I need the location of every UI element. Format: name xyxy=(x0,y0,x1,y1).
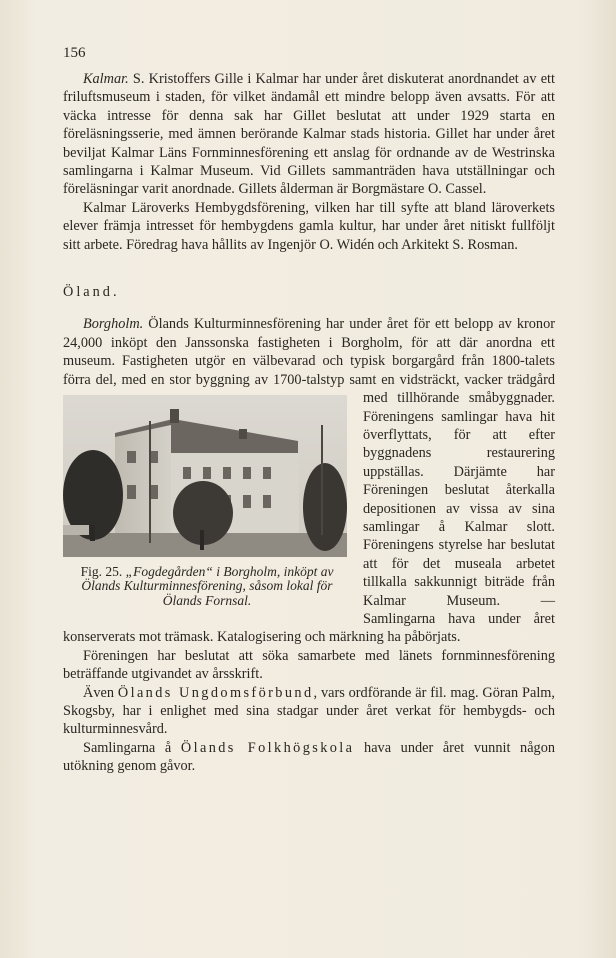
spaced-org-name: Ölands Folkhögskola xyxy=(180,739,355,756)
paragraph-kalmar-gille xyxy=(63,70,555,199)
paragraph-lead-aven: Även xyxy=(83,684,118,701)
paragraph-lead-samlingarna: Samlingarna å xyxy=(83,739,181,756)
spaced-org-name: Ölands Ungdomsförbund xyxy=(117,684,314,701)
figure-caption xyxy=(63,565,351,608)
figure-caption-text: „Fogdegården“ i Borgholm, inköpt av Ölands Kulturminnesförening, såsom lokal för Ölands Fornsal. xyxy=(81,564,334,608)
paragraph-text: hava under året vunnit någon utökning genom gåvor. xyxy=(63,739,555,775)
figure xyxy=(63,395,351,608)
figure-number: Fig. 25. xyxy=(80,564,123,580)
photo-fogdegarden xyxy=(63,395,347,557)
paragraph-arsskrift: Föreningen har beslutat att söka samarbete med länets fornminnesförening beträffande utgivandet av årsskrift. xyxy=(63,647,555,683)
page-number: 156 xyxy=(63,45,86,61)
paragraph-ungdomsforbund xyxy=(63,684,555,739)
paragraph-text-continued: samt en vidsträckt, vacker trädgård med tillhörande småbyggnader. Föreningens samlingar hava hit överflyttats, för att efter byggnadens restaurering uppställas. Därjämte har Föreningen beslutat återkalla depositionen av vissa av sina samlingar å Kalmar slott. Föreningens styrelse har beslutat att för det museala arbetet tillkalla sakkunnigt biträde från Kalmar Museum. — Samlingarna hava under året konserverats mot trämask. Katalogisering och märkning ha påbörjats. xyxy=(63,371,555,646)
paragraph-borgholm xyxy=(63,315,555,646)
paragraph-folkhogskola xyxy=(63,739,555,776)
paragraph-lead-kalmar: Kalmar. xyxy=(83,71,129,87)
body-text xyxy=(63,70,555,776)
paragraph-lead-borgholm: Borgholm. xyxy=(83,316,144,333)
paragraph-text: , vars ordförande är fil. mag. Göran Palm, Skogsby, har i enlighet med sina stadgar under året verkat för hembygds- och kulturminnesvård. xyxy=(63,684,555,738)
paragraph-kalmar-laroverk: Kalmar Läroverks Hembygdsförening, vilken har till syfte att bland läroverkets elever främja intresset för hembygdens gamla kultur, har under året nitiskt fullföljt sitt arbete. Föredrag hava hållits av Ingenjör O. Widén och Arkitekt S. Rosman. xyxy=(63,199,555,253)
section-heading-oland: Öland. xyxy=(63,284,120,301)
paragraph-text: S. Kristoffers Gille i Kalmar har under året diskuterat anordnandet av ett friluftsmuseum i staden, för vilket ändamål ett mindre belopp även avsatts. För att väcka intresse för denna sak har Gillet beslutat att under 1929 starta en föreläsningsserie, med ämnen berörande Kalmar stads historia. Gillet har under året beviljat Kalmar Läns Fornminnesförening ett anslag för ordnande av de Westrinska samlingarna i Kalmar Museum. Vid Gillets sammanträden hava utställningar och föreläsningar varit anordnade. Gillets ålderman är Borgmästare O. Cassel. xyxy=(63,71,555,198)
paragraph-text: Ölands Kulturminnesförening har under året för ett belopp av kronor 24,000 inköpt den Janssonska fastigheten i Borgholm, för att där anordna ett museum. Fastigheten utgör en välbevarad och typisk borgargård från 1800-talets förra del, med en stor byggning av 1700-talstyp xyxy=(63,316,555,388)
house-photo-illustration xyxy=(63,395,347,557)
